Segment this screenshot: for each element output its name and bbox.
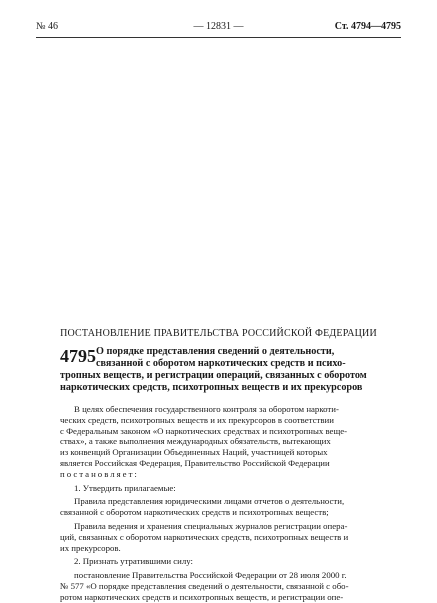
body-line: Правила представления юридическими лицами отчетов о деятельности,	[74, 496, 345, 507]
item-2	[60, 556, 387, 567]
document-title	[60, 346, 387, 394]
repeal	[60, 570, 387, 602]
document-body	[60, 404, 387, 603]
decree-word: постановляет:	[60, 468, 139, 479]
body-line: является Российская Федерация, Правительство Российской Федерации	[60, 457, 330, 468]
body-line: из конвенций Организации Объединенных Наций, участницей которых	[60, 447, 328, 458]
body-line: 1. Утвердить прилагаемые:	[74, 482, 176, 493]
issue-number: № 46	[36, 21, 59, 32]
page-number: — 12831 —	[193, 21, 244, 32]
document-number: 4795	[60, 346, 96, 366]
body-line: ротом наркотических средств и психотропных веществ, и регистрации опе-	[60, 591, 344, 602]
body-line: Правила ведения и хранения специальных журналов регистрации опера-	[74, 520, 348, 531]
title-line: О порядке представления сведений о деятельности,	[96, 346, 335, 357]
body-line: постановление Правительства Российской Федерации от 28 июля 2000 г.	[74, 570, 347, 581]
body-line: их прекурсоров.	[60, 542, 121, 553]
body-line: ческих средств, психотропных веществ и их прекурсоров в соответствии	[60, 414, 334, 425]
body-line: ций, связанных с оборотом наркотических средств, психотропных веществ и	[60, 531, 349, 542]
item-1	[60, 483, 387, 494]
document-type: ПОСТАНОВЛЕНИЕ ПРАВИТЕЛЬСТВА РОССИЙСКОЙ ФЕДЕРАЦИИ	[60, 328, 377, 339]
article-range: Ст. 4794—4795	[334, 21, 401, 32]
title-line: тропных веществ, и регистрации операций, связанных с оборотом	[60, 370, 367, 381]
title-line: связанной с оборотом наркотических средств и психо-	[96, 358, 346, 369]
body-line: № 577 «О порядке представления сведений о деятельности, связанной с обо-	[60, 580, 349, 591]
title-line: наркотических средств, психотропных веществ и их прекурсоров	[60, 382, 363, 393]
body-line: с Федеральным законом «О наркотических средствах и психотропных веще-	[60, 425, 348, 436]
page-header	[36, 20, 401, 34]
header-rule	[36, 37, 401, 38]
body-line: 2. Признать утратившими силу:	[74, 556, 193, 567]
body-line: ствах», а также выполнения международных обязательств, вытекающих	[60, 436, 331, 447]
preamble	[60, 404, 387, 480]
body-line: связанной с оборотом наркотических средств и психотропных веществ;	[60, 507, 329, 518]
body-line: В целях обеспечения государственного контроля за оборотом наркоти-	[74, 404, 339, 414]
rules-1	[60, 496, 387, 518]
rules-2	[60, 521, 387, 553]
